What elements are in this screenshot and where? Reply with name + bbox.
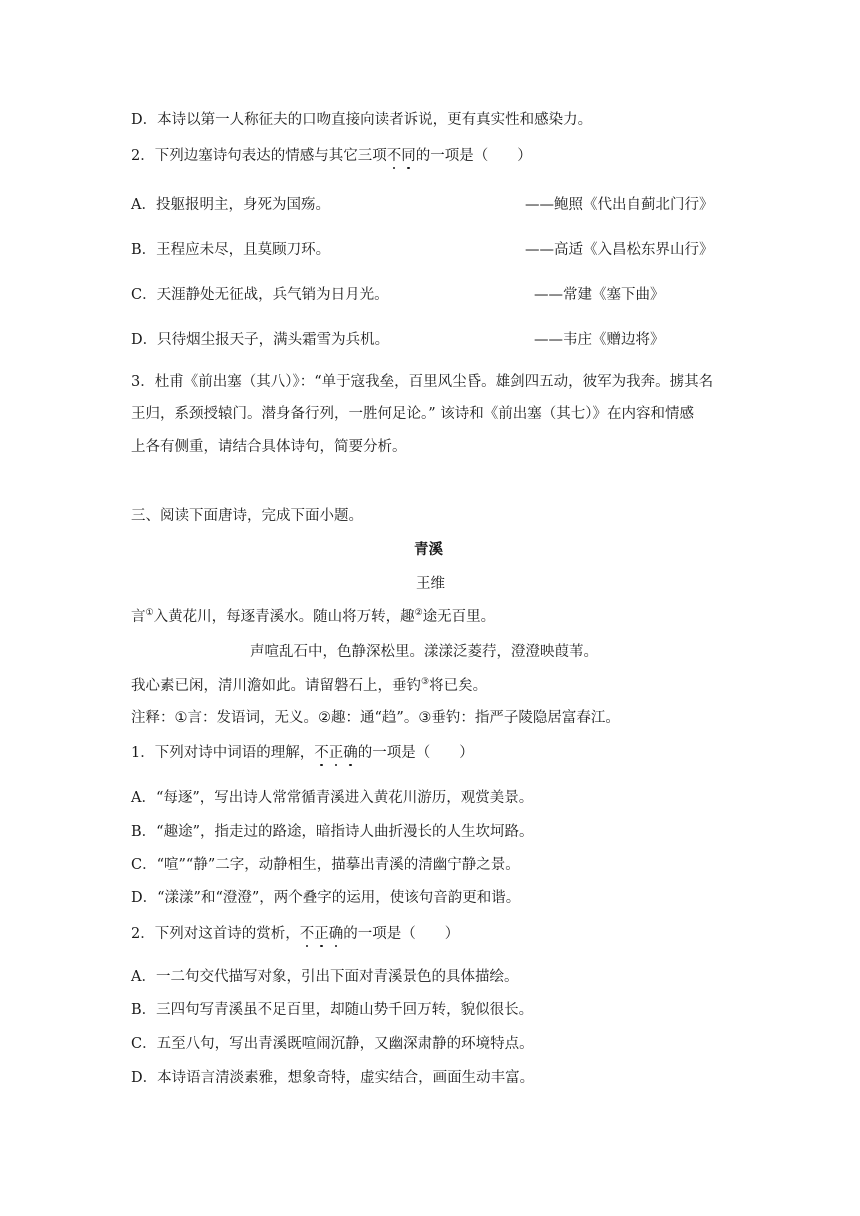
subq1-stem-after: 的一项是（ ） [357,745,474,761]
footnote-marker: ③ [421,677,430,688]
poem-author: 王维 [416,576,445,592]
notes-label: 注释： [131,710,175,726]
q3-line-2: 王归，系颈授辕门。潜身备行列，一胜何足论。” 该诗和《前出塞（其七）》在内容和情感 [131,406,695,422]
q2-option-b-source: ——高适《入昌松东界山行》 [525,242,714,258]
poem-line-2: 声喧乱石中，色静深松里。漾漾泛菱荇，澄澄映葭苇。 [250,644,598,660]
q1-option-d: D．本诗以第一人称征夫的口吻直接向读者诉说，更有真实性和感染力。 [131,112,593,128]
poem-text: 入黄花川，每逐青溪水。随山将万转，趣 [153,609,415,625]
subq1-stem [131,743,474,763]
subq1-option-b: B．“趣途”，指走过的路途，暗指诗人曲折漫长的人生坎坷路。 [131,824,534,840]
emphasis-char: 同 [401,148,416,164]
subq2-stem [131,924,459,944]
q2-option-d-source: ——韦庄《赠边将》 [534,332,665,348]
q2-option-c-source: ——常建《塞下曲》 [534,287,665,303]
emphasis-char: 不 [314,745,329,761]
emphasis-char: 正 [328,745,344,761]
note-number: ② [318,710,331,726]
subq1-option-a: A．“每逐”，写出诗人常常循青溪进入黄花川游历，观赏美景。 [131,790,534,806]
poem-notes [131,708,620,728]
poem-text: 途无百里。 [422,609,496,625]
subq1-option-c: C．“喧”“静”二字，动静相生，描摹出青溪的清幽宁静之景。 [131,857,520,873]
subq2-option-a: A．一二句交代描写对象，引出下面对青溪景色的具体描绘。 [131,969,519,985]
q2-option-b: B．王程应未尽，且莫顾刀环。 [131,242,331,258]
footnote-marker: ① [145,608,154,619]
q2-stem-after: 的一项是（ ） [415,148,532,164]
q2-option-d: D．只待烟尘报天子，满头霜雪为兵机。 [131,332,390,348]
note-text: 垂钓：指严子陵隐居富春江。 [431,710,620,726]
q2-stem-before: 2．下列边塞诗句表达的情感与其它三项 [131,148,387,164]
emphasis-char: 确 [343,745,358,761]
q2-option-a: A．投躯报明主，身死为国殇。 [131,197,330,213]
footnote-marker: ② [414,608,423,619]
subq2-stem-after: 的一项是（ ） [343,926,460,942]
note-number: ① [174,710,188,726]
poem-line-3 [131,676,487,696]
emphasis-char: 不 [299,926,315,942]
q2-option-a-source: ——鲍照《代出自蓟北门行》 [525,197,714,213]
subq2-option-c: C．五至八句，写出青溪既喧闹沉静，又幽深肃静的环境特点。 [131,1036,534,1052]
subq2-option-b: B．三四句写青溪虽不足百里，却随山势千回万转，貌似很长。 [131,1002,534,1018]
subq1-option-d: D．“漾漾”和“澄澄”，两个叠字的运用，使该句音韵更和谐。 [131,890,521,906]
q3-line-1: 3．杜甫《前出塞（其八）》：“单于寇我垒，百里风尘昏。雄剑四五动，彼军为我奔。掳其名 [131,374,714,390]
subq2-stem-before: 2．下列对这首诗的赏析， [131,926,300,942]
note-text: 趣：通“趋”。 [331,710,419,726]
q2-option-c: C．天涯静处无征战，兵气销为日月光。 [131,287,389,303]
subq2-option-d: D．本诗语言清淡素雅，想象奇特，虚实结合，画面生动丰富。 [131,1070,535,1086]
subq1-stem-before: 1．下列对诗中词语的理解， [131,745,315,761]
section-3-heading: 三、阅读下面唐诗，完成下面小题。 [131,508,363,524]
q2-stem [131,146,532,166]
poem-line-1 [131,607,495,627]
emphasis-char: 确 [328,926,344,942]
emphasis-char: 正 [314,926,329,942]
poem-text: 将已矣。 [429,678,488,694]
poem-text: 我心素已闲，清川澹如此。请留磐石上，垂钓 [131,678,421,694]
note-text: 言：发语词，无义。 [187,710,318,726]
q3-line-3: 上各有侧重，请结合具体诗句，简要分析。 [131,439,407,455]
note-number: ③ [418,710,432,726]
poem-text: 言 [131,609,146,625]
poem-title: 青溪 [414,541,443,558]
emphasis-char: 不 [386,148,402,164]
